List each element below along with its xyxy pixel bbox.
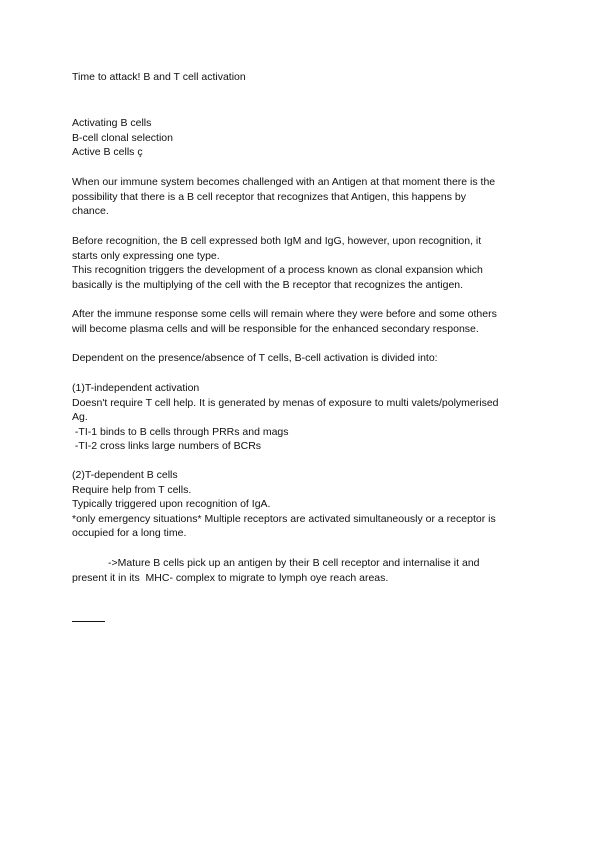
contents-item: Active B cells ç <box>72 146 143 159</box>
text-line: starts only expressing one type. <box>72 249 220 262</box>
section-heading: (1)T-independent activation <box>72 382 200 394</box>
paragraph-plasma-cells <box>72 307 532 336</box>
contents-item: B-cell clonal selection <box>72 131 173 144</box>
text-line: chance. <box>72 205 109 218</box>
text-line: Typically triggered upon recognition of IgA. <box>72 498 271 511</box>
section-heading: (2)T-dependent B cells <box>72 469 178 481</box>
text-line: Ag. <box>72 411 88 424</box>
text-line: Doesn't require T cell help. It is generated by menas of exposure to multi valets/polymerised <box>72 396 499 409</box>
text-line: Dependent on the presence/absence of T cells, B-cell activation is divided into: <box>72 352 438 364</box>
text-line: After the immune response some cells will remain where they were before and some others <box>72 308 497 320</box>
paragraph-antigen-challenge <box>72 175 532 219</box>
paragraph-activation-types <box>72 351 532 366</box>
text-line: This recognition triggers the development of a process known as clonal expansion which <box>72 264 483 277</box>
text-line: basically is the multiplying of the cell with the B receptor that recognizes the antigen. <box>72 278 464 291</box>
text-line: occupied for a long time. <box>72 527 187 540</box>
title-line: Time to attack! B and T cell activation <box>72 71 246 83</box>
text-line: When our immune system becomes challenged with an Antigen at that moment there is the <box>72 176 496 188</box>
contents-list <box>72 116 532 160</box>
section-t-dependent <box>72 468 532 541</box>
text-line: Before recognition, the B cell expressed both IgM and IgG, however, upon recognition, it <box>72 235 482 247</box>
text-line: *only emergency situations* Multiple receptors are activated simultaneously or a receptor is <box>72 512 496 525</box>
list-item: -TI-2 cross links large numbers of BCRs <box>72 440 262 453</box>
contents-item: Activating B cells <box>72 117 152 129</box>
section-t-independent <box>72 381 532 454</box>
text-line: present it in its MHC- complex to migrate to lymph oye reach areas. <box>72 571 389 584</box>
list-item: -TI-1 binds to B cells through PRRs and mags <box>72 425 289 438</box>
doc-title <box>72 70 532 85</box>
text-line: Require help from T cells. <box>72 483 192 496</box>
paragraph-mature-b-cells <box>72 556 532 585</box>
text-line: possibility that there is a B cell receptor that recognizes that Antigen, this happens by <box>72 190 466 203</box>
text-line: ->Mature B cells pick up an antigen by their B cell receptor and internalise it and <box>108 557 480 569</box>
horizontal-rule <box>72 621 105 622</box>
text-line: will become plasma cells and will be responsible for the enhanced secondary response. <box>72 322 479 335</box>
paragraph-recognition <box>72 234 532 292</box>
